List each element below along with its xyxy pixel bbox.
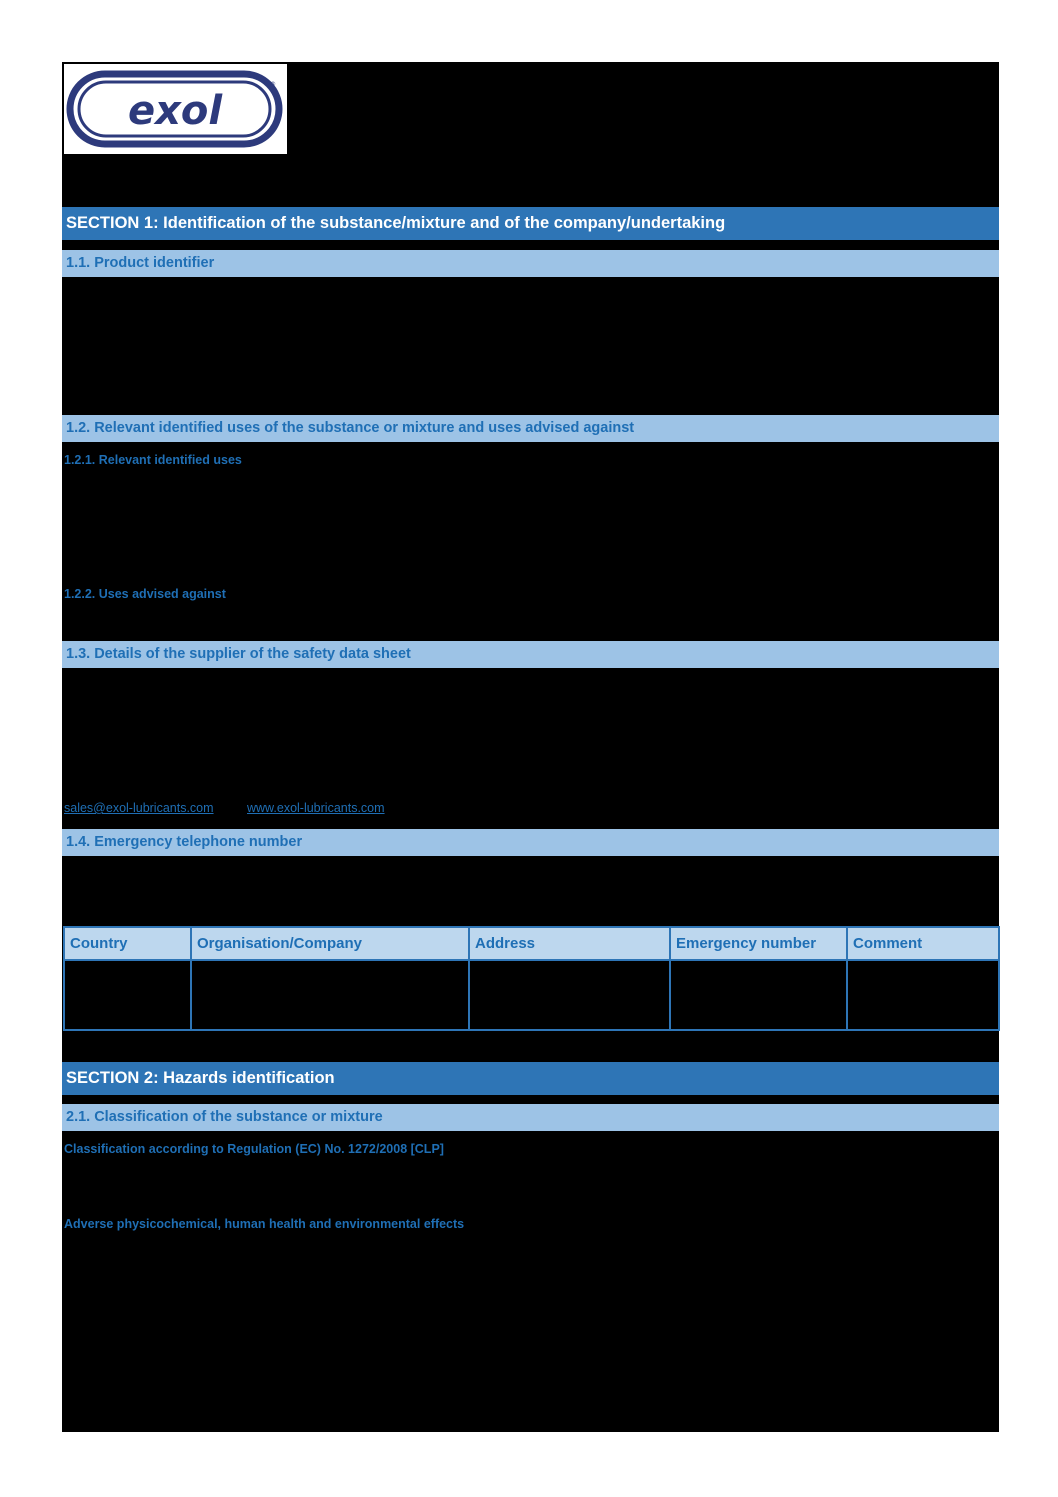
table-cell (670, 960, 847, 1030)
subsection-1-3-header: 1.3. Details of the supplier of the safety data sheet (62, 641, 999, 668)
logo-wordmark: exol (127, 88, 223, 134)
table-row (64, 960, 999, 1030)
table-header-row (64, 927, 999, 960)
column-header-country: Country (64, 927, 191, 960)
table-cell (847, 960, 999, 1030)
subsection-1-1-header: 1.1. Product identifier (62, 250, 999, 277)
section-2-header: SECTION 2: Hazards identification (62, 1062, 999, 1095)
subsection-1-2-header: 1.2. Relevant identified uses of the substance or mixture and uses advised against (62, 415, 999, 442)
subsection-1-2-1-heading: 1.2.1. Relevant identified uses (64, 453, 242, 467)
section-1-header: SECTION 1: Identification of the substance/mixture and of the company/undertaking (62, 207, 999, 240)
subsection-2-1-header: 2.1. Classification of the substance or mixture (62, 1104, 999, 1131)
subsection-1-4-header: 1.4. Emergency telephone number (62, 829, 999, 856)
classification-heading: Classification according to Regulation (EC) No. 1272/2008 [CLP] (64, 1142, 444, 1156)
column-header-organisation: Organisation/Company (191, 927, 469, 960)
column-header-address: Address (469, 927, 670, 960)
column-header-comment: Comment (847, 927, 999, 960)
website-link[interactable]: www.exol-lubricants.com (247, 801, 385, 815)
svg-text:®: ® (270, 81, 276, 88)
table-cell (469, 960, 670, 1030)
table-cell (64, 960, 191, 1030)
subsection-1-2-2-heading: 1.2.2. Uses advised against (64, 587, 226, 601)
company-logo (64, 64, 287, 154)
column-header-emergency-number: Emergency number (670, 927, 847, 960)
emergency-contacts-table (63, 926, 1000, 1031)
adverse-effects-heading: Adverse physicochemical, human health and environmental effects (64, 1217, 465, 1231)
email-link[interactable]: sales@exol-lubricants.com (64, 801, 214, 815)
table-cell (191, 960, 469, 1030)
